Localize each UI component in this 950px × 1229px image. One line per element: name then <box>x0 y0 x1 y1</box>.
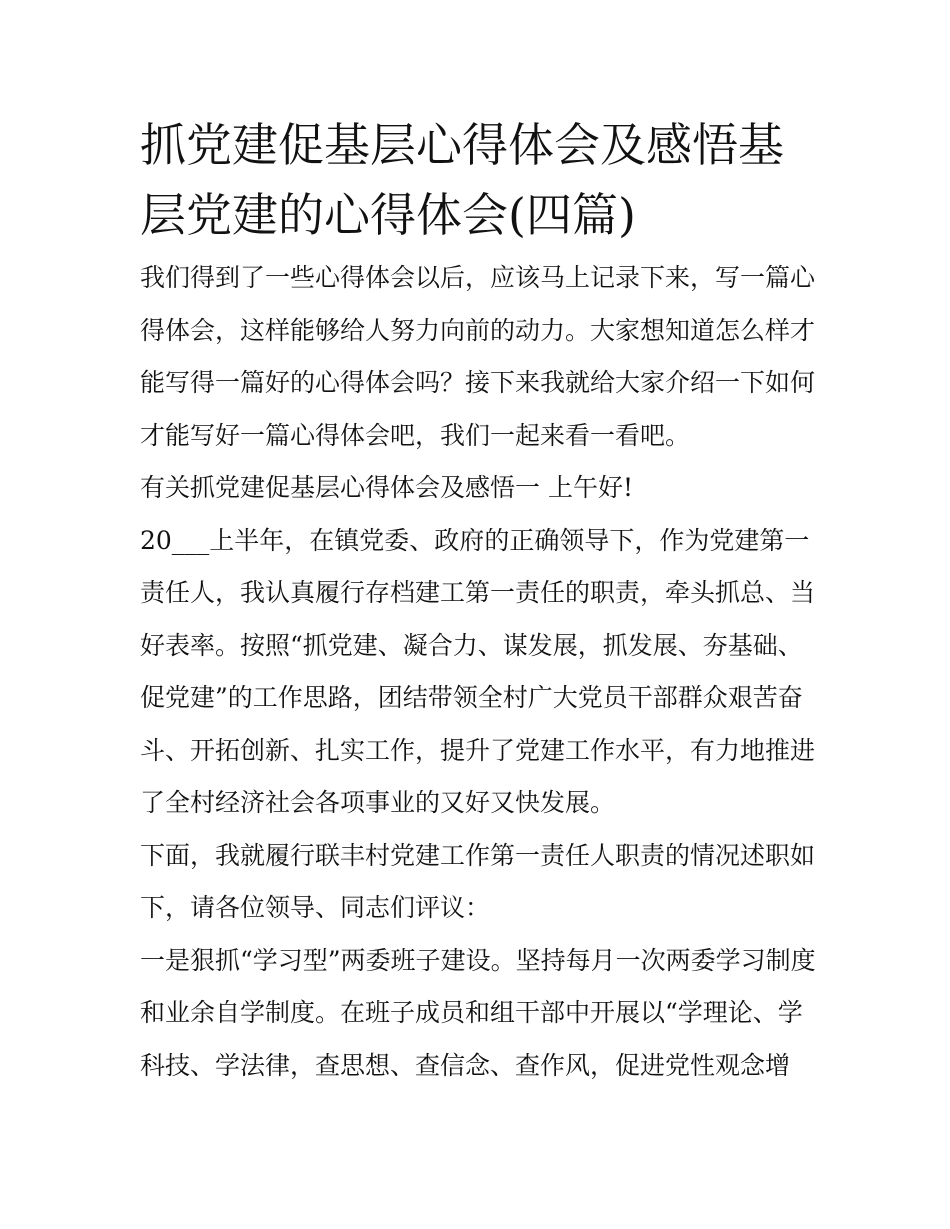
paragraph-first-half-year: 20___上半年，在镇党委、政府的正确领导下，作为党建第一责任人，我认真履行存档建工第一责任的职责，牵头抓总、当好表率。按照“抓党建、凝合力、谋发展，抓发展、夯基础、促党建”的工作思路，团结带领全村广大党员干部群众艰苦奋斗、开拓创新、扎实工作，提升了党建工作水平，有力地推进了全村经济社会各项事业的又好又快发展。 <box>140 525 816 817</box>
paragraph-point-one: 一是狠抓“学习型”两委班子建设。坚持每月一次两委学习制度和业余自学制度。在班子成员和组干部中开展以“学理论、学科技、学法律，查思想、查信念、查作风，促进党性观念增 <box>140 945 816 1080</box>
paragraph-intro: 我们得到了一些心得体会以后，应该马上记录下来，写一篇心得体会，这样能够给人努力向前的动力。大家想知道怎么样才能写得一篇好的心得体会吗？接下来我就给大家介绍一下如何才能写好一篇心得体会吧，我们一起来看一看吧。 <box>140 263 816 450</box>
paragraph-greeting: 有关抓党建促基层心得体会及感悟一 上午好! <box>140 473 633 502</box>
document-title: 抓党建促基层心得体会及感悟基层党建的心得体会(四篇) <box>140 118 784 242</box>
document-content <box>140 110 820 1092</box>
paragraph-report-intro: 下面，我就履行联丰村党建工作第一责任人职责的情况述职如下，请各位领导、同志们评议： <box>140 840 816 922</box>
